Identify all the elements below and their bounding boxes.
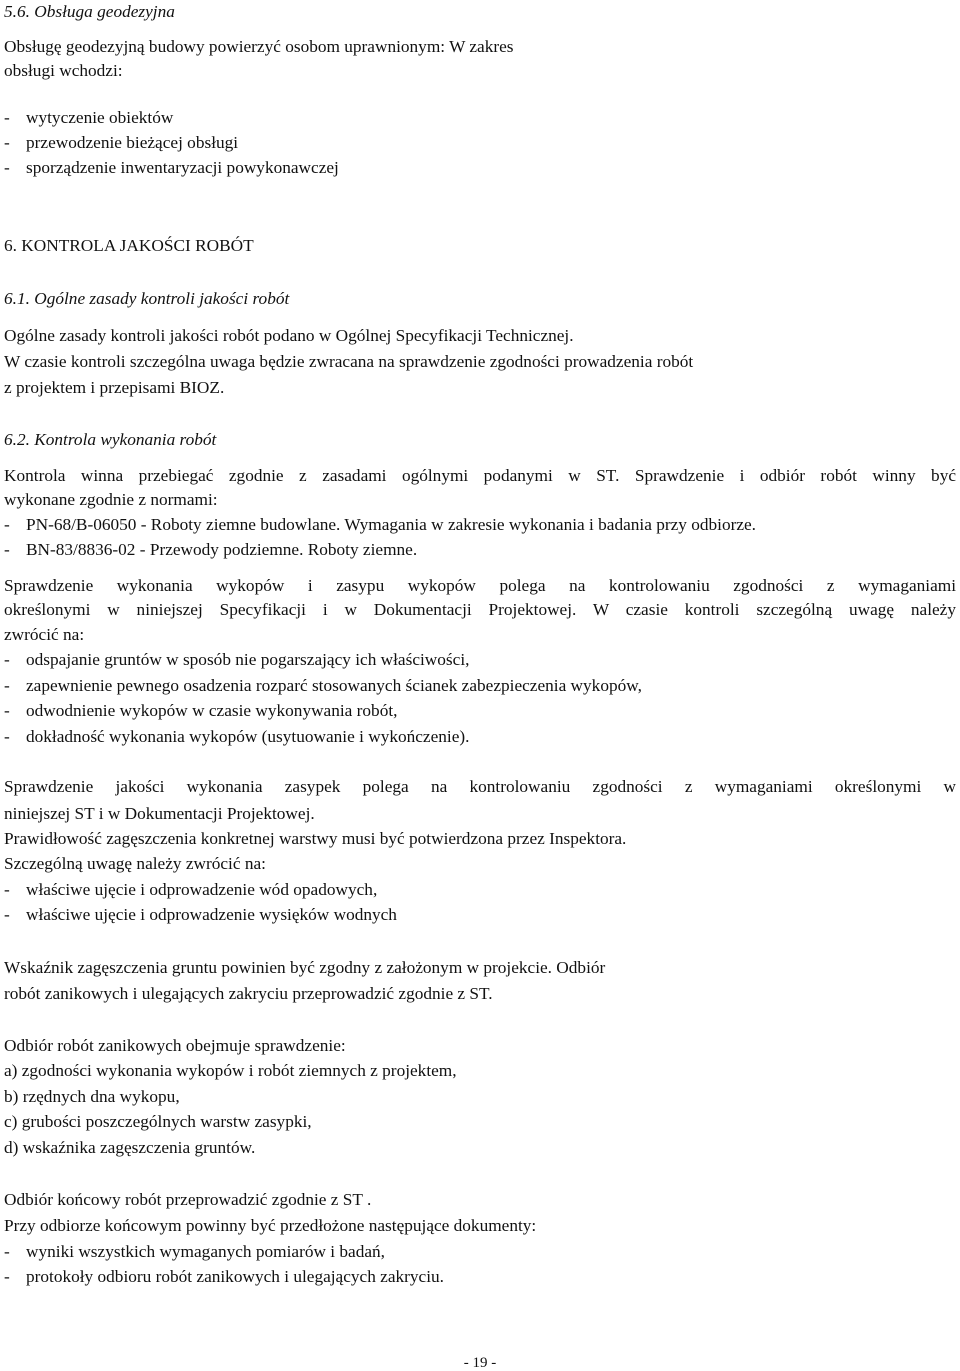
list-item: - protokoły odbioru robót zanikowych i ulegających zakryciu. xyxy=(4,1267,444,1286)
section-6-1-heading: 6.1. Ogólne zasady kontroli jakości robót xyxy=(4,289,290,308)
paragraph-line: Sprawdzenie wykonania wykopów i zasypu wykopów polega na kontrolowaniu zgodności z wymaganiami xyxy=(4,576,956,595)
paragraph-line: Odbiór końcowy robót przeprowadzić zgodnie z ST . xyxy=(4,1190,372,1209)
list-item: - PN-68/B-06050 - Roboty ziemne budowlane. Wymagania w zakresie wykonania i badania przy odbiorze. xyxy=(4,515,757,534)
paragraph-line: z projektem i przepisami BIOZ. xyxy=(4,378,225,397)
paragraph-line: Odbiór robót zanikowych obejmuje sprawdzenie: xyxy=(4,1036,346,1055)
list-item: - właściwe ujęcie i odprowadzenie wysięków wodnych xyxy=(4,905,397,924)
paragraph-line: określonymi w niniejszej Specyfikacji i w Dokumentacji Projektowej. W czasie kontroli szczególną uwagę należy xyxy=(4,600,956,619)
paragraph-line: Prawidłowość zagęszczenia konkretnej warstwy musi być potwierdzona przez Inspektora. xyxy=(4,829,627,848)
section-6-heading: 6. KONTROLA JAKOŚCI ROBÓT xyxy=(4,236,254,255)
paragraph-line: robót zanikowych i ulegających zakryciu przeprowadzić zgodnie z ST. xyxy=(4,984,493,1003)
paragraph-line: obsługi wchodzi: xyxy=(4,61,123,80)
paragraph-line: Obsługę geodezyjną budowy powierzyć osobom uprawnionym: W zakres xyxy=(4,37,514,56)
paragraph-line: zwrócić na: xyxy=(4,625,85,644)
list-item: a) zgodności wykonania wykopów i robót ziemnych z projektem, xyxy=(4,1061,457,1080)
section-5-6-heading: 5.6. Obsługa geodezyjna xyxy=(4,2,175,21)
paragraph-line: Szczególną uwagę należy zwrócić na: xyxy=(4,854,266,873)
list-item: c) grubości poszczególnych warstw zasypki, xyxy=(4,1112,312,1131)
list-item: b) rzędnych dna wykopu, xyxy=(4,1087,180,1106)
list-item: - odspajanie gruntów w sposób nie pogarszający ich właściwości, xyxy=(4,650,470,669)
list-item: - odwodnienie wykopów w czasie wykonywania robót, xyxy=(4,701,398,720)
paragraph-line: niniejszej ST i w Dokumentacji Projektowej. xyxy=(4,804,315,823)
paragraph-line: W czasie kontroli szczególna uwaga będzie zwracana na sprawdzenie zgodności prowadzenia robót xyxy=(4,352,694,371)
list-item: - właściwe ujęcie i odprowadzenie wód opadowych, xyxy=(4,880,378,899)
page-number: - 19 - xyxy=(463,1355,497,1371)
paragraph-line: Wskaźnik zagęszczenia gruntu powinien być zgodny z założonym w projekcie. Odbiór xyxy=(4,958,606,977)
list-item: - wyniki wszystkich wymaganych pomiarów i badań, xyxy=(4,1242,385,1261)
paragraph-line: Kontrola winna przebiegać zgodnie z zasadami ogólnymi podanymi w ST. Sprawdzenie i odbiór robót winny być xyxy=(4,466,956,485)
list-item: - dokładność wykonania wykopów (usytuowanie i wykończenie). xyxy=(4,727,470,746)
list-item: - sporządzenie inwentaryzacji powykonawczej xyxy=(4,158,339,177)
paragraph-line: Ogólne zasady kontroli jakości robót podano w Ogólnej Specyfikacji Technicznej. xyxy=(4,326,574,345)
list-item: - zapewnienie pewnego osadzenia rozparć stosowanych ścianek zabezpieczenia wykopów, xyxy=(4,676,642,695)
paragraph-line: Przy odbiorze końcowym powinny być przedłożone następujące dokumenty: xyxy=(4,1216,537,1235)
list-item: - BN-83/8836-02 - Przewody podziemne. Roboty ziemne. xyxy=(4,540,418,559)
paragraph-line: Sprawdzenie jakości wykonania zasypek polega na kontrolowaniu zgodności z wymaganiami określonymi w xyxy=(4,777,956,796)
list-item: - wytyczenie obiektów xyxy=(4,108,174,127)
list-item: d) wskaźnika zagęszczenia gruntów. xyxy=(4,1138,256,1157)
list-item: - przewodzenie bieżącej obsługi xyxy=(4,133,239,152)
paragraph-line: wykonane zgodnie z normami: xyxy=(4,490,218,509)
section-6-2-heading: 6.2. Kontrola wykonania robót xyxy=(4,430,217,449)
